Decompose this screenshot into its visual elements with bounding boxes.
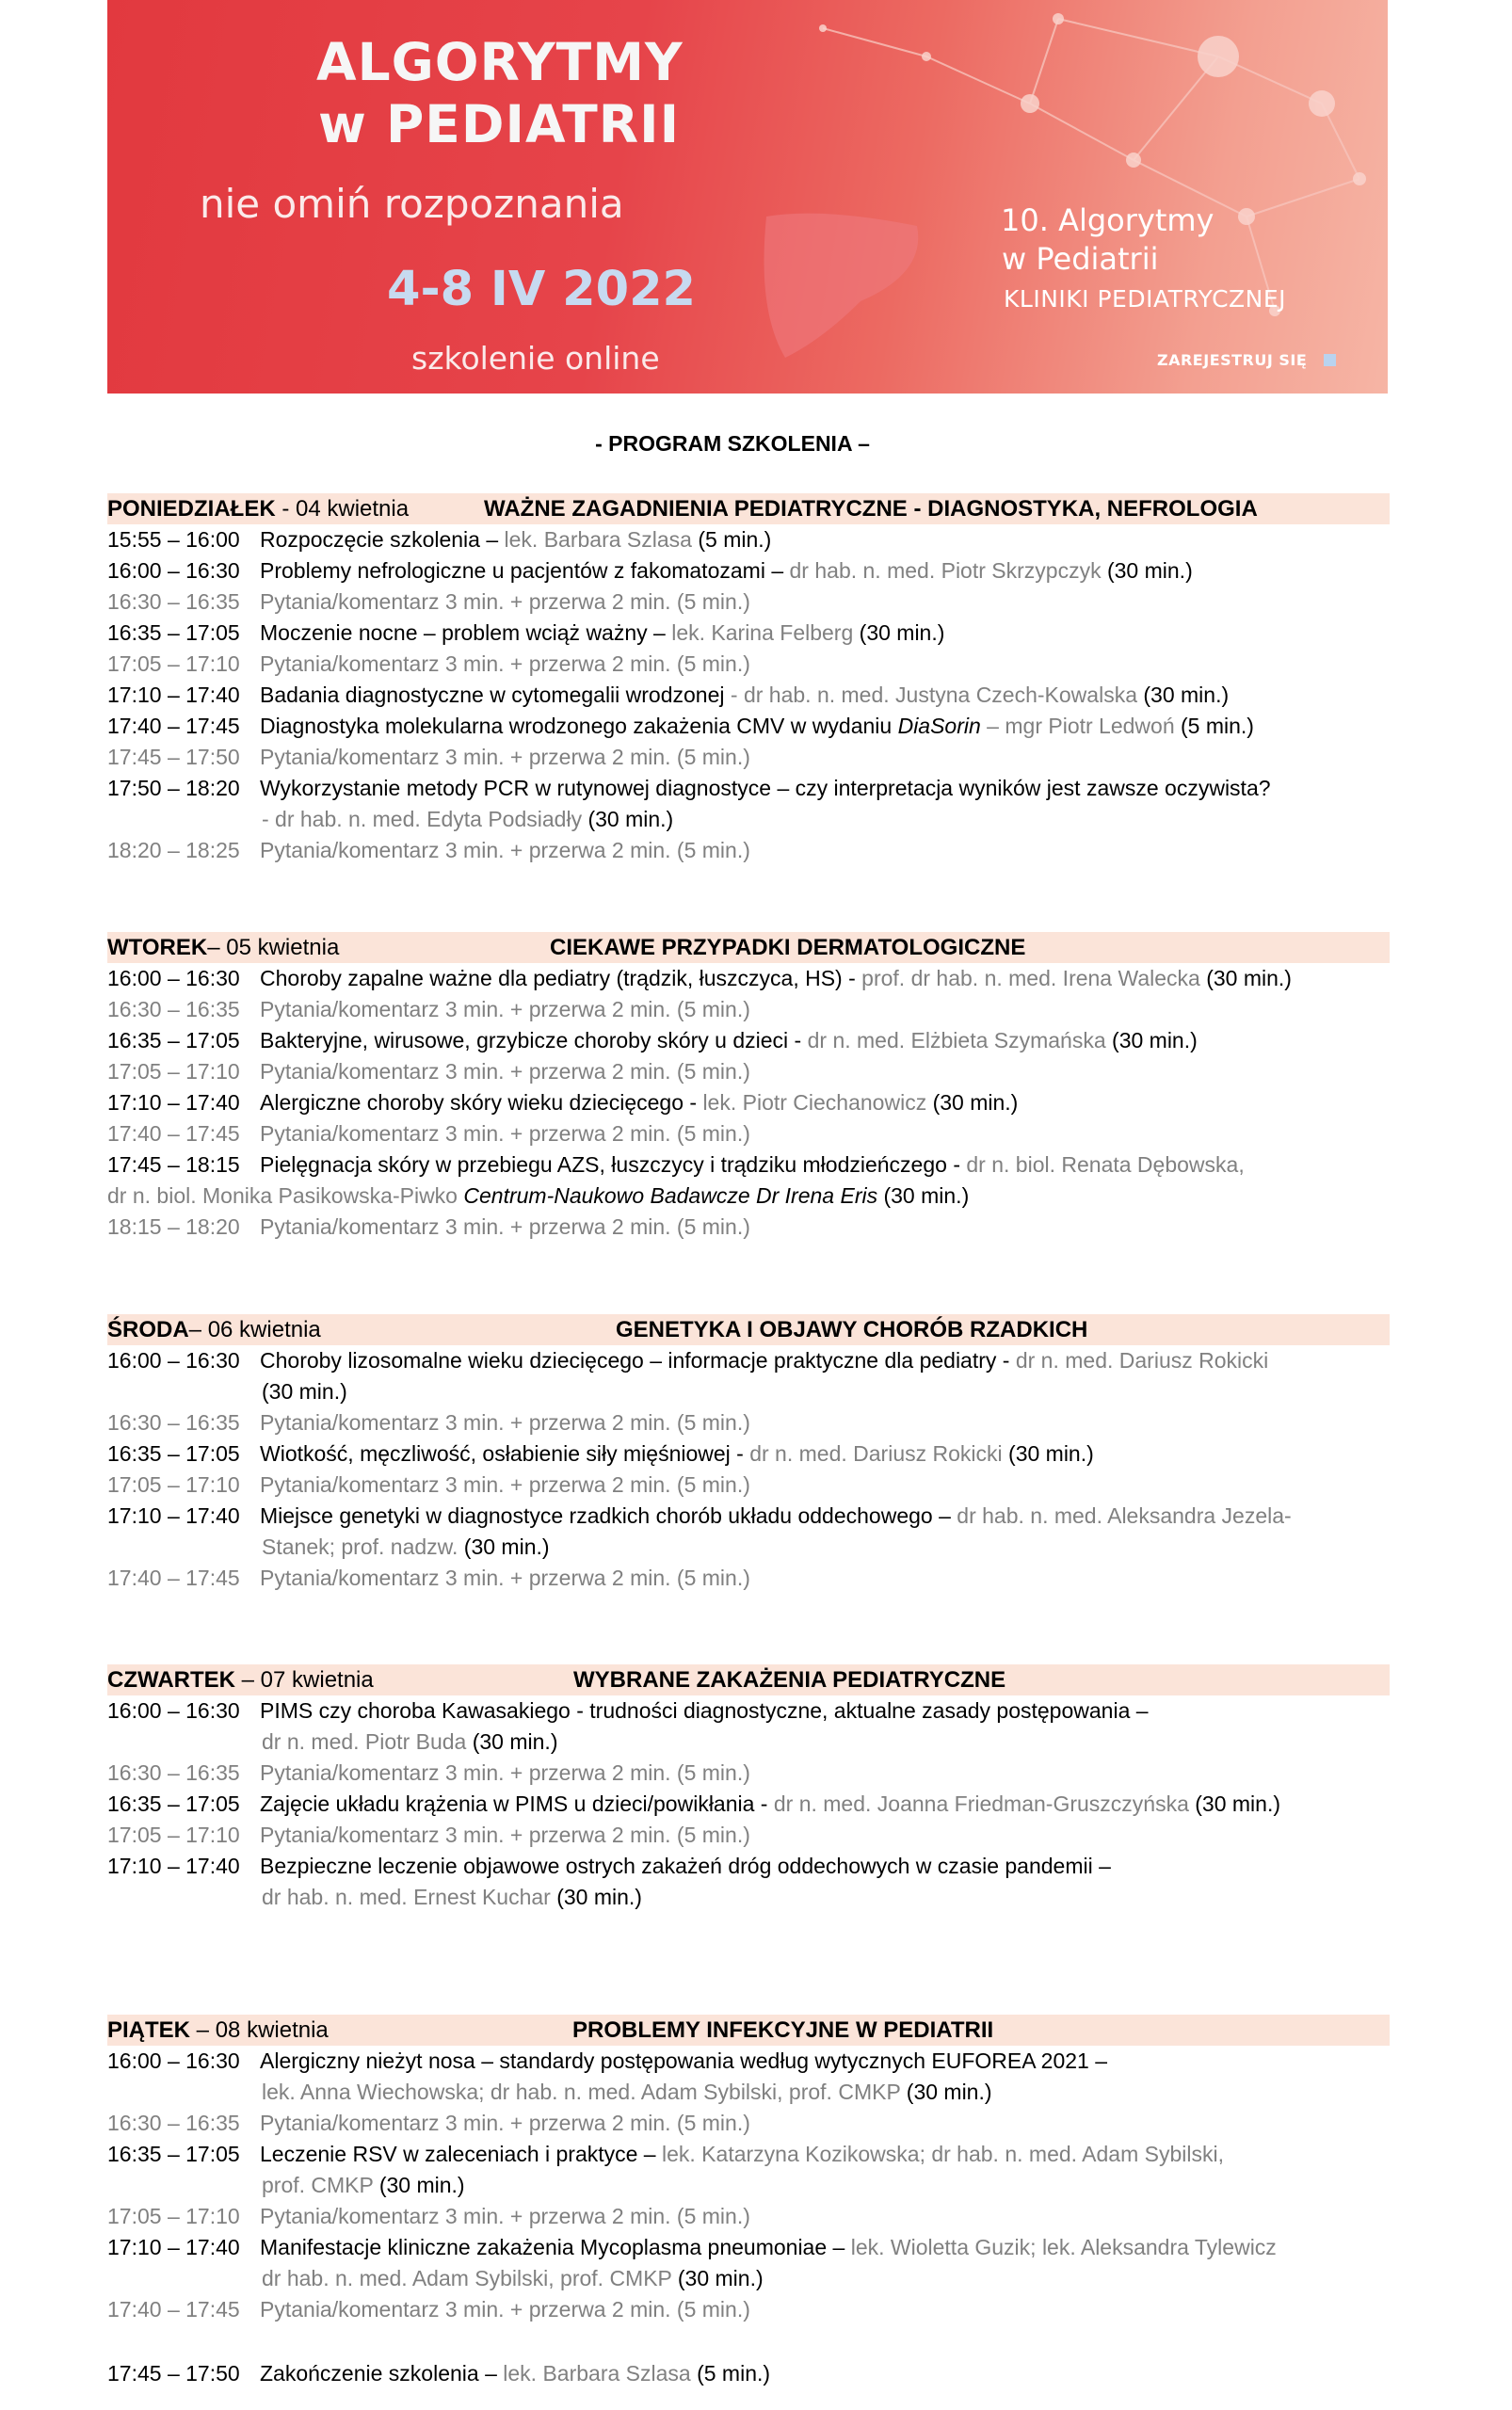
agenda-row — [107, 1149, 1390, 1181]
event-banner — [107, 0, 1388, 394]
day-name: PONIEDZIAŁEK - 04 kwietnia — [107, 496, 410, 522]
break-row — [107, 1758, 1390, 1789]
speaker-name: - dr hab. n. med. Edyta Podsiadły — [262, 807, 583, 831]
agenda-row-continuation — [107, 804, 1390, 835]
break-row — [107, 1407, 1390, 1438]
time-range: 16:00 – 16:30 — [107, 966, 240, 990]
register-square-icon — [1324, 354, 1336, 366]
duration: (30 min.) — [373, 2173, 465, 2197]
day-date: – 05 kwietnia — [207, 935, 340, 960]
day-name: WTOREK– 05 kwietnia — [107, 935, 340, 960]
time-range: 17:40 – 17:45 — [107, 1121, 240, 1146]
speaker-name: prof. CMKP — [262, 2173, 374, 2197]
time-range: 16:30 – 16:35 — [107, 997, 240, 1021]
speaker-name: – mgr Piotr Ledwoń — [980, 714, 1175, 738]
day-topic: WAŻNE ZAGADNIENIA PEDIATRYCZNE - DIAGNOSTYKA, NEFROLOGIA — [484, 496, 1258, 522]
session-title: Zajęcie układu krążenia w PIMS u dzieci/powikłania - — [260, 1791, 774, 1816]
day-header — [107, 1664, 1390, 1695]
agenda-row — [107, 1851, 1390, 1882]
sponsor-name: DiaSorin — [897, 714, 981, 738]
day-thursday — [107, 1664, 1390, 1913]
day-header — [107, 2015, 1390, 2046]
duration: (30 min.) — [550, 1885, 642, 1909]
speaker-name: Stanek; prof. nadzw. — [262, 1534, 458, 1559]
session-title: Manifestacje kliniczne zakażenia Mycoplasma pneumoniae – — [260, 2235, 851, 2259]
duration: (5 min.) — [690, 2361, 771, 2386]
break-row — [107, 1820, 1390, 1851]
session-title: Choroby zapalne ważne dla pediatry (trądzik, łuszczyca, HS) - — [260, 966, 862, 990]
banner-title-line1: ALGORYTMY — [316, 32, 684, 92]
speaker-name: dr n. med. Piotr Buda — [262, 1729, 467, 1754]
time-range: 16:35 – 17:05 — [107, 620, 240, 645]
sponsor-name: Centrum-Naukowo Badawcze Dr Irena Eris — [463, 1183, 878, 1208]
time-range: 17:45 – 17:50 — [107, 745, 240, 769]
session-title: Alergiczne choroby skóry wieku dziecięcego - — [260, 1090, 703, 1115]
time-range: 17:05 – 17:10 — [107, 2204, 240, 2228]
agenda-row — [107, 1789, 1390, 1820]
break-text: Pytania/komentarz 3 min. + przerwa 2 min. (5 min.) — [260, 838, 750, 862]
session-title: Zakończenie szkolenia – — [260, 2361, 504, 2386]
break-text: Pytania/komentarz 3 min. + przerwa 2 min. (5 min.) — [260, 2111, 750, 2135]
duration: (30 min.) — [1137, 683, 1230, 707]
day-monday — [107, 493, 1390, 866]
speaker-name: lek. Wioletta Guzik; lek. Aleksandra Tylewicz — [850, 2235, 1277, 2259]
agenda-row-continuation — [107, 1532, 1390, 1563]
break-text: Pytania/komentarz 3 min. + przerwa 2 min. (5 min.) — [260, 1760, 750, 1785]
session-title: Diagnostyka molekularna wrodzonego zakażenia CMV w wydaniu — [260, 714, 898, 738]
break-row — [107, 1470, 1390, 1501]
duration: (30 min.) — [1101, 558, 1193, 583]
time-range: 16:00 – 16:30 — [107, 1698, 240, 1723]
day-topic: CIEKAWE PRZYPADKI DERMATOLOGICZNE — [550, 935, 1026, 960]
time-range: 16:35 – 17:05 — [107, 1028, 240, 1052]
duration: (30 min.) — [458, 1534, 550, 1559]
speaker-name: dr hab. n. med. Ernest Kuchar — [262, 1885, 551, 1909]
time-range: 18:15 – 18:20 — [107, 1214, 240, 1239]
speaker-name: dr n. med. Dariusz Rokicki — [1015, 1348, 1269, 1373]
break-text: Pytania/komentarz 3 min. + przerwa 2 min. (5 min.) — [260, 745, 750, 769]
day-name: CZWARTEK – 07 kwietnia — [107, 1667, 374, 1693]
duration: (30 min.) — [877, 1183, 970, 1208]
day-topic: WYBRANE ZAKAŻENIA PEDIATRYCZNE — [573, 1667, 1006, 1693]
day-name: ŚRODA– 06 kwietnia — [107, 1317, 321, 1342]
agenda-row-continuation — [107, 2170, 1390, 2201]
speaker-name: dr hab. n. med. Adam Sybilski, prof. CMKP — [262, 2266, 672, 2290]
program-title — [0, 431, 1512, 457]
agenda-row — [107, 680, 1390, 711]
duration: (30 min.) — [582, 807, 674, 831]
time-range: 18:20 – 18:25 — [107, 838, 240, 862]
agenda-row-continuation — [107, 2077, 1390, 2108]
time-range: 16:30 – 16:35 — [107, 589, 240, 614]
agenda-row — [107, 1345, 1390, 1376]
agenda-row-continuation — [107, 1727, 1390, 1758]
session-title: Alergiczny nieżyt nosa – standardy postępowania według wytycznych EUFOREA 2021 – — [260, 2048, 1108, 2073]
break-row — [107, 2108, 1390, 2139]
day-header — [107, 1314, 1390, 1345]
day-date: – 06 kwietnia — [188, 1317, 321, 1342]
agenda-row-continuation — [107, 1376, 1390, 1407]
day-header — [107, 493, 1390, 524]
session-title: PIMS czy choroba Kawasakiego - trudności diagnostyczne, aktualne zasady postępowania – — [260, 1698, 1149, 1723]
duration: (5 min.) — [1174, 714, 1254, 738]
speaker-name: dr hab. n. med. Aleksandra Jezela- — [957, 1503, 1292, 1528]
break-row — [107, 742, 1390, 773]
speaker-name: lek. Piotr Ciechanowicz — [702, 1090, 927, 1115]
time-range: 17:10 – 17:40 — [107, 1503, 240, 1528]
session-title: Choroby lizosomalne wieku dziecięcego – informacje praktyczne dla pediatry - — [260, 1348, 1016, 1373]
day-date: - 04 kwietnia — [275, 496, 410, 522]
banner-title-line2: w PEDIATRII — [318, 94, 681, 154]
break-text: Pytania/komentarz 3 min. + przerwa 2 min. (5 min.) — [260, 589, 750, 614]
session-title: Miejsce genetyki w diagnostyce rzadkich chorób układu oddechowego – — [260, 1503, 957, 1528]
session-title: Bezpieczne leczenie objawowe ostrych zakażeń dróg oddechowych w czasie pandemii – — [260, 1854, 1111, 1878]
break-row — [107, 2294, 1390, 2325]
time-range: 16:30 – 16:35 — [107, 2111, 240, 2135]
time-range: 17:05 – 17:10 — [107, 1059, 240, 1084]
speaker-name: dr n. med. Joanna Friedman-Gruszczyńska — [773, 1791, 1189, 1816]
time-range: 17:40 – 17:45 — [107, 714, 240, 738]
time-range: 15:55 – 16:00 — [107, 527, 240, 552]
time-range: 16:00 – 16:30 — [107, 558, 240, 583]
speaker-name: dr hab. n. med. Piotr Skrzypczyk — [789, 558, 1102, 583]
agenda-row — [107, 1025, 1390, 1056]
speaker-name: dr n. biol. Monika Pasikowska-Piwko — [107, 1183, 464, 1208]
duration: (30 min.) — [1188, 1791, 1281, 1816]
break-text: Pytania/komentarz 3 min. + przerwa 2 min. (5 min.) — [260, 1214, 750, 1239]
duration: (30 min.) — [926, 1090, 1019, 1115]
speaker-name: - dr hab. n. med. Justyna Czech-Kowalska — [724, 683, 1137, 707]
agenda-row — [107, 524, 1390, 555]
agenda-row — [107, 1695, 1390, 1727]
break-row — [107, 649, 1390, 680]
time-range: 16:00 – 16:30 — [107, 2048, 240, 2073]
speaker-name: dr n. med. Elżbieta Szymańska — [807, 1028, 1106, 1052]
session-title: Pielęgnacja skóry w przebiegu AZS, łuszczycy i trądziku młodzieńczego - — [260, 1152, 967, 1177]
agenda-row — [107, 773, 1390, 804]
break-text: Pytania/komentarz 3 min. + przerwa 2 min. (5 min.) — [260, 1472, 750, 1497]
day-tuesday — [107, 932, 1390, 1243]
day-date: – 07 kwietnia — [234, 1667, 374, 1693]
break-text: Pytania/komentarz 3 min. + przerwa 2 min. (5 min.) — [260, 2204, 750, 2228]
agenda-row — [107, 1181, 1390, 1212]
duration: (30 min.) — [1002, 1441, 1094, 1466]
time-range: 16:35 – 17:05 — [107, 2142, 240, 2166]
speaker-name: lek. Anna Wiechowska; dr hab. n. med. Adam Sybilski, prof. CMKP — [262, 2080, 901, 2104]
agenda-row — [107, 618, 1390, 649]
duration: (30 min.) — [900, 2080, 992, 2104]
break-row — [107, 586, 1390, 618]
agenda-row — [107, 2232, 1390, 2263]
time-range: 16:35 – 17:05 — [107, 1441, 240, 1466]
time-range: 17:10 – 17:40 — [107, 683, 240, 707]
banner-subtitle: nie omiń rozpoznania — [200, 181, 624, 227]
break-row — [107, 994, 1390, 1025]
break-row — [107, 835, 1390, 866]
duration: (30 min.) — [1105, 1028, 1198, 1052]
day-friday — [107, 2015, 1390, 2325]
speaker-name: lek. Barbara Szlasa — [503, 2361, 691, 2386]
time-range: 17:05 – 17:10 — [107, 1823, 240, 1847]
speaker-name: lek. Karina Felberg — [671, 620, 854, 645]
register-link[interactable]: ZAREJESTRUJ SIĘ — [1157, 351, 1308, 369]
time-range: 16:30 – 16:35 — [107, 1760, 240, 1785]
program-title-text: - PROGRAM SZKOLENIA – — [595, 431, 870, 456]
time-range: 17:10 – 17:40 — [107, 2235, 240, 2259]
speaker-name: lek. Barbara Szlasa — [504, 527, 692, 552]
break-row — [107, 1563, 1390, 1594]
speaker-name: dr n. biol. Renata Dębowska, — [966, 1152, 1245, 1177]
agenda-row — [107, 1438, 1390, 1470]
agenda-row — [107, 1087, 1390, 1118]
day-date: – 08 kwietnia — [190, 2017, 329, 2043]
time-range: 17:40 – 17:45 — [107, 2297, 240, 2322]
time-range: 17:50 – 18:20 — [107, 776, 240, 800]
time-range: 17:10 – 17:40 — [107, 1854, 240, 1878]
break-text: Pytania/komentarz 3 min. + przerwa 2 min. (5 min.) — [260, 1121, 750, 1146]
duration: (30 min.) — [853, 620, 945, 645]
time-range: 17:45 – 17:50 — [107, 2361, 240, 2386]
session-title: Wiotkość, męczliwość, osłabienie siły mięśniowej - — [260, 1441, 750, 1466]
speaker-name: lek. Katarzyna Kozikowska; dr hab. n. med. Adam Sybilski, — [662, 2142, 1224, 2166]
break-row — [107, 1212, 1390, 1243]
break-text: Pytania/komentarz 3 min. + przerwa 2 min. (5 min.) — [260, 997, 750, 1021]
session-title: Badania diagnostyczne w cytomegalii wrodzonej — [260, 683, 725, 707]
time-range: 16:30 – 16:35 — [107, 1410, 240, 1435]
duration: (30 min.) — [1199, 966, 1292, 990]
time-range: 16:35 – 17:05 — [107, 1791, 240, 1816]
day-wednesday — [107, 1314, 1390, 1594]
session-title: Moczenie nocne – problem wciąż ważny – — [260, 620, 672, 645]
time-range: 16:00 – 16:30 — [107, 1348, 240, 1373]
speaker-name: dr n. med. Dariusz Rokicki — [749, 1441, 1003, 1466]
agenda-row-continuation — [107, 1882, 1390, 1913]
time-range: 17:40 – 17:45 — [107, 1566, 240, 1590]
time-range: 17:45 – 18:15 — [107, 1152, 240, 1177]
session-title: Rozpoczęcie szkolenia – — [260, 527, 505, 552]
break-text: Pytania/komentarz 3 min. + przerwa 2 min. (5 min.) — [260, 2297, 750, 2322]
break-row — [107, 1118, 1390, 1149]
agenda-row — [107, 963, 1390, 994]
time-range: 17:10 – 17:40 — [107, 1090, 240, 1115]
session-title: Leczenie RSV w zaleceniach i praktyce – — [260, 2142, 662, 2166]
agenda-row — [107, 2139, 1390, 2170]
break-text: Pytania/komentarz 3 min. + przerwa 2 min. (5 min.) — [260, 1410, 750, 1435]
break-text: Pytania/komentarz 3 min. + przerwa 2 min. (5 min.) — [260, 1059, 750, 1084]
day-header — [107, 932, 1390, 963]
agenda-row — [107, 2358, 1390, 2389]
banner-dates: 4-8 IV 2022 — [387, 262, 697, 317]
closing-section — [107, 2358, 1390, 2389]
break-row — [107, 2201, 1390, 2232]
time-range: 17:05 – 17:10 — [107, 651, 240, 676]
time-range: 17:05 – 17:10 — [107, 1472, 240, 1497]
banner-edition-line3: KLINIKI PEDIATRYCZNEJ — [1004, 285, 1287, 313]
agenda-row-continuation — [107, 2263, 1390, 2294]
duration: (30 min.) — [262, 1379, 347, 1404]
banner-edition-line1: 10. Algorytmy — [1001, 202, 1214, 238]
banner-format: szkolenie online — [411, 340, 660, 377]
duration: (30 min.) — [671, 2266, 764, 2290]
session-title: Problemy nefrologiczne u pacjentów z fakomatozami – — [260, 558, 790, 583]
session-title: Wykorzystanie metody PCR w rutynowej diagnostyce – czy interpretacja wyników jest zawsze oczywista? — [260, 776, 1271, 800]
break-text: Pytania/komentarz 3 min. + przerwa 2 min. (5 min.) — [260, 651, 750, 676]
session-title: Bakteryjne, wirusowe, grzybicze choroby skóry u dzieci - — [260, 1028, 808, 1052]
duration: (30 min.) — [466, 1729, 558, 1754]
agenda-row — [107, 711, 1390, 742]
agenda-row — [107, 555, 1390, 586]
speaker-name: prof. dr hab. n. med. Irena Walecka — [861, 966, 1200, 990]
day-topic: GENETYKA I OBJAWY CHORÓB RZADKICH — [616, 1317, 1088, 1342]
break-row — [107, 1056, 1390, 1087]
agenda-row — [107, 2046, 1390, 2077]
duration: (5 min.) — [691, 527, 772, 552]
agenda-row — [107, 1501, 1390, 1532]
banner-edition-line2: w Pediatrii — [1002, 241, 1159, 277]
day-name: PIĄTEK – 08 kwietnia — [107, 2017, 329, 2043]
break-text: Pytania/komentarz 3 min. + przerwa 2 min. (5 min.) — [260, 1566, 750, 1590]
break-text: Pytania/komentarz 3 min. + przerwa 2 min. (5 min.) — [260, 1823, 750, 1847]
day-topic: PROBLEMY INFEKCYJNE W PEDIATRII — [572, 2017, 994, 2043]
